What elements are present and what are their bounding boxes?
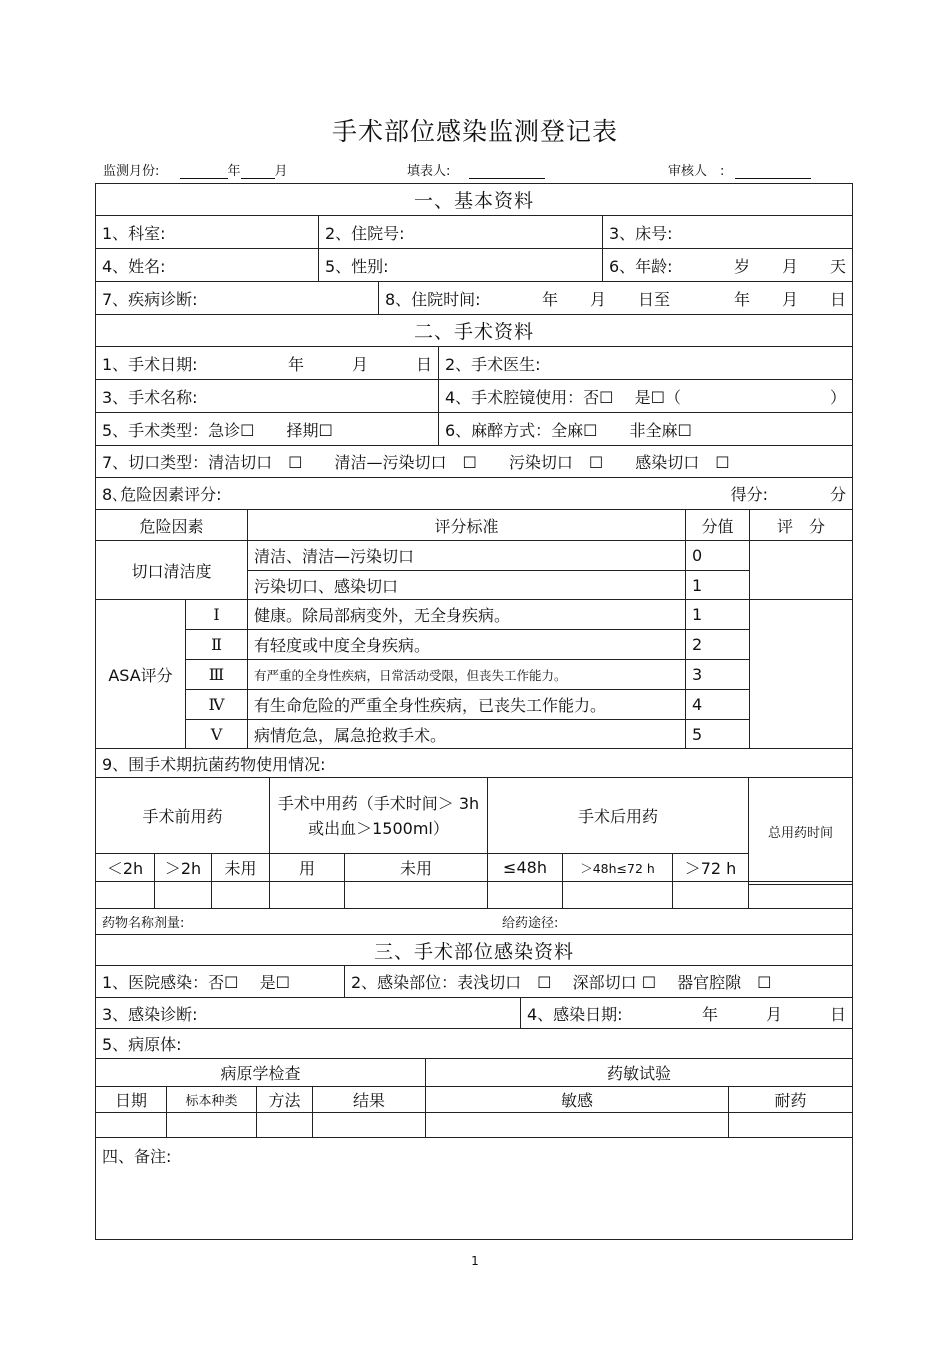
asa-score-cell[interactable] xyxy=(749,599,853,749)
usage-cell[interactable] xyxy=(269,881,345,909)
cleanliness-score-cell[interactable] xyxy=(749,540,853,600)
remarks-label: 四、备注: xyxy=(102,1147,172,1166)
patho-exam-header: 病原学检查 xyxy=(95,1058,426,1087)
risk-score-row[interactable] xyxy=(95,477,853,510)
asa-value: 3 xyxy=(685,659,750,690)
usage-cell[interactable] xyxy=(95,881,155,909)
usage-cell[interactable] xyxy=(672,881,749,909)
filler-label: 填表人: xyxy=(407,164,451,179)
col-date: 日期 xyxy=(95,1086,167,1113)
col-result: 结果 xyxy=(312,1086,426,1113)
score-unit: 分 xyxy=(829,485,846,504)
infection-date-units: 年 月 日 xyxy=(701,1004,846,1024)
sub-header-le48h: ≤48h xyxy=(487,853,563,882)
route-label: 给药途径: xyxy=(502,916,559,931)
endoscope-field[interactable] xyxy=(438,379,853,413)
patho-cell[interactable] xyxy=(312,1112,426,1138)
sensitivity-test-header: 药敏试验 xyxy=(425,1058,853,1087)
risk-score-label: 8､危险因素评分: xyxy=(102,485,222,504)
incision-type-field[interactable]: 7、切口类型：清洁切口 ☐ 清洁—污染切口 ☐ 污染切口 ☐ 感染切口 ☐ xyxy=(95,445,853,478)
op-type-field[interactable]: 5、手术类型：急诊☐ 择期☐ xyxy=(95,412,439,446)
endoscope-label: 4、手术腔镜使用：否☐ 是☐（ xyxy=(445,387,681,407)
month-label: 月 xyxy=(274,164,288,179)
patho-cell[interactable] xyxy=(728,1112,853,1138)
stay-time-field[interactable] xyxy=(378,281,853,315)
anesthesia-field[interactable]: 6、麻醉方式：全麻☐ 非全麻☐ xyxy=(438,412,853,446)
op-date-field[interactable] xyxy=(95,346,439,380)
score-header: 评 分 xyxy=(749,509,853,541)
monitor-month xyxy=(103,160,288,179)
asa-criterion: 有严重的全身性疾病，日常活动受限，但丧失工作能力。 xyxy=(247,659,686,690)
infection-date-label: 4、感染日期: xyxy=(527,1004,623,1024)
sub-header-gt2h: ＞2h xyxy=(154,853,212,882)
sub-header-48-72h: ＞48h≤72 h xyxy=(562,853,673,882)
patho-cell[interactable] xyxy=(425,1112,729,1138)
asa-value: 4 xyxy=(685,689,750,720)
name-field[interactable]: 4、姓名: xyxy=(95,248,319,282)
infection-diag-field[interactable]: 3、感染诊断: xyxy=(95,997,521,1029)
filler-field xyxy=(407,160,545,179)
usage-cell[interactable] xyxy=(344,881,488,909)
year-label: 年 xyxy=(227,164,241,179)
score-field xyxy=(731,482,846,505)
col-sensitive: 敏感 xyxy=(425,1086,729,1113)
asa-grade: Ⅳ xyxy=(185,689,248,720)
age-field[interactable] xyxy=(602,248,853,282)
op-date-units: 年 月 日 xyxy=(287,354,432,374)
op-date-label: 1、手术日期: xyxy=(102,354,198,374)
usage-cell[interactable] xyxy=(487,881,563,909)
cleanliness-value: 1 xyxy=(685,570,750,600)
intra-op-header: 手术中用药（手术时间＞ 3h 或出血＞1500ml） xyxy=(269,777,488,854)
asa-label: ASA评分 xyxy=(95,599,186,749)
asa-criterion: 病情危急，属急抢救手术。 xyxy=(247,719,686,749)
value-header: 分值 xyxy=(685,509,750,541)
total-time-cell[interactable] xyxy=(748,881,853,909)
asa-grade: Ⅲ xyxy=(185,659,248,690)
sub-header-lt2h: ＜2h xyxy=(95,853,155,882)
asa-value: 5 xyxy=(685,719,750,749)
usage-cell[interactable] xyxy=(154,881,212,909)
month-blank[interactable] xyxy=(241,164,275,179)
usage-cell[interactable] xyxy=(211,881,270,909)
asa-grade: Ⅱ xyxy=(185,629,248,660)
asa-grade: Ⅰ xyxy=(185,599,248,630)
col-method: 方法 xyxy=(256,1086,313,1113)
sub-header-unused: 未用 xyxy=(344,853,488,882)
form-title: 手术部位感染监测登记表 xyxy=(331,117,618,146)
year-blank[interactable] xyxy=(180,164,228,179)
reviewer-field xyxy=(668,160,811,179)
asa-criterion: 有轻度或中度全身疾病。 xyxy=(247,629,686,660)
op-name-field[interactable]: 3、手术名称: xyxy=(95,379,439,413)
age-units: 岁 月 天 xyxy=(733,256,846,276)
infection-date-field[interactable] xyxy=(520,997,853,1029)
asa-value: 2 xyxy=(685,629,750,660)
col-resistant: 耐药 xyxy=(728,1086,853,1113)
asa-grade: Ⅴ xyxy=(185,719,248,749)
section-surgery-header: 二、手术资料 xyxy=(95,314,853,347)
usage-cell[interactable] xyxy=(562,881,673,909)
asa-criterion: 健康。除局部病变外，无全身疾病。 xyxy=(247,599,686,630)
surgeon-field[interactable]: 2、手术医生: xyxy=(438,346,853,380)
sub-header-unused: 未用 xyxy=(211,853,270,882)
patho-cell[interactable] xyxy=(166,1112,257,1138)
drug-name-label: 药物名称剂量: xyxy=(102,916,185,931)
diagnosis-field[interactable]: 7、疾病诊断: xyxy=(95,281,379,315)
sub-header-used: 用 xyxy=(269,853,345,882)
bed-field[interactable]: 3、床号: xyxy=(602,215,853,249)
asa-criterion: 有生命危险的严重全身性疾病，已丧失工作能力。 xyxy=(247,689,686,720)
admission-no-field[interactable]: 2、住院号: xyxy=(318,215,603,249)
gender-field[interactable]: 5、性别: xyxy=(318,248,603,282)
cleanliness-criterion: 清洁、清洁—污染切口 xyxy=(247,540,686,571)
antibiotics-label: 9、围手术期抗菌药物使用情况: xyxy=(95,748,853,778)
remarks-field[interactable] xyxy=(95,1137,853,1240)
post-op-header: 手术后用药 xyxy=(487,777,749,854)
filler-blank[interactable] xyxy=(469,164,545,179)
risk-factor-header: 危险因素 xyxy=(95,509,248,541)
criteria-header: 评分标准 xyxy=(247,509,686,541)
infection-site-field[interactable]: 2、感染部位：表浅切口 ☐ 深部切口 ☐ 器官腔隙 ☐ xyxy=(344,965,853,998)
page-number: 1 xyxy=(471,1254,479,1268)
total-time-header: 总用药时间 xyxy=(748,777,853,885)
section-basic-header: 一、基本资料 xyxy=(95,183,853,216)
dept-field[interactable]: 1、科室: xyxy=(95,215,319,249)
hospital-infection-field[interactable]: 1、医院感染：否☐ 是☐ xyxy=(95,965,345,998)
col-specimen: 标本种类 xyxy=(166,1086,257,1113)
patho-cell[interactable] xyxy=(256,1112,313,1138)
cleanliness-value: 0 xyxy=(685,540,750,571)
stay-time-label: 8、住院时间: xyxy=(385,289,481,309)
pathogen-label: 5、病原体: xyxy=(95,1028,853,1059)
reviewer-blank[interactable] xyxy=(735,164,811,179)
stay-time-dates: 年 月 日至 年 月 日 xyxy=(541,289,846,309)
section-infection-header: 三、手术部位感染资料 xyxy=(95,934,853,966)
age-label: 6、年龄: xyxy=(609,256,673,276)
cleanliness-criterion: 污染切口、感染切口 xyxy=(247,570,686,600)
sub-header-gt72h: ＞72 h xyxy=(672,853,749,882)
score-label: 得分: xyxy=(730,485,768,504)
drug-route-row[interactable] xyxy=(95,908,853,935)
cleanliness-label: 切口清洁度 xyxy=(95,540,248,600)
pre-op-header: 手术前用药 xyxy=(95,777,270,854)
endoscope-close: ） xyxy=(829,387,846,407)
reviewer-label: 审核人 : xyxy=(668,164,725,179)
patho-cell[interactable] xyxy=(95,1112,167,1138)
asa-value: 1 xyxy=(685,599,750,630)
monitor-month-label: 监测月份: xyxy=(103,164,160,179)
